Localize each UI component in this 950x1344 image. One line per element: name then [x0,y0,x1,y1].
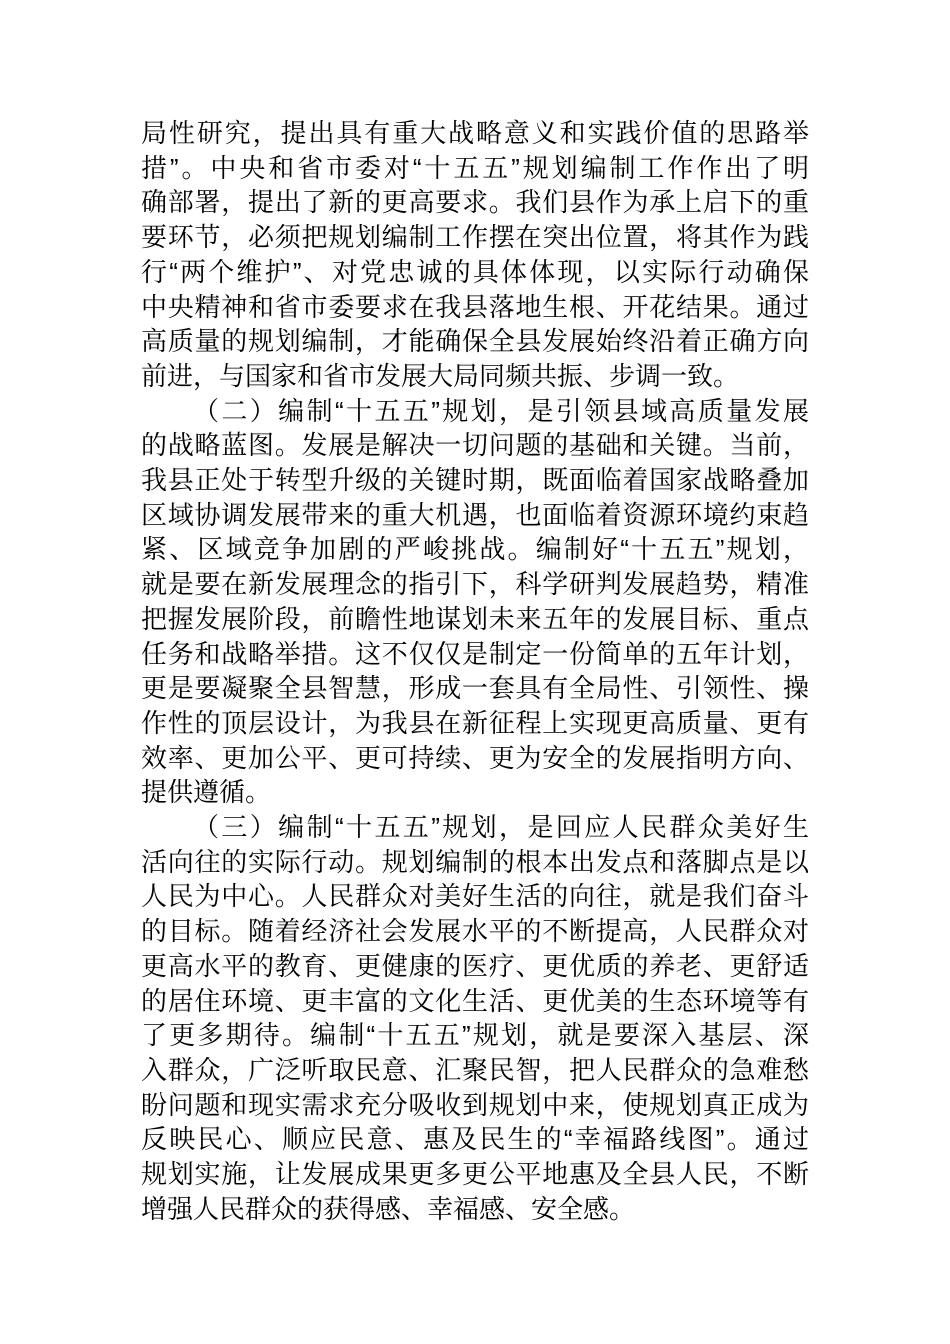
text-line: （二）编制“十五五”规划，是引领县域高质量发展 [193,395,809,426]
text-line: 行“两个维护”、对党忠诚的具体体现，以实际行动确保 [141,256,809,287]
text-line: 规划实施，让发展成果更多更公平地惠及全县人民，不断 [141,1159,809,1190]
text-line: 要环节，必须把规划编制工作摆在突出位置，将其作为践 [141,222,809,253]
text-line: 的居住环境、更丰富的文化生活、更优美的生态环境等有 [141,985,809,1016]
text-line: 的战略蓝图。发展是解决一切问题的基础和关键。当前， [141,430,809,461]
text-line: 入群众，广泛听取民意、汇聚民智，把人民群众的急难愁 [141,1054,809,1085]
text-line: 确部署，提出了新的更高要求。我们县作为承上启下的重 [141,187,809,218]
text-line: 任务和战略举措。这不仅仅是制定一份简单的五年计划， [141,638,809,669]
text-line: （三）编制“十五五”规划，是回应人民群众美好生 [193,812,809,843]
text-line: 前进，与国家和省市发展大局同频共振、步调一致。 [141,360,740,391]
paragraph [141,116,809,394]
text-line: 区域协调发展带来的重大机遇，也面临着资源环境约束趋 [141,499,809,530]
text-line: 把握发展阶段，前瞻性地谋划未来五年的发展目标、重点 [141,603,809,634]
text-line: 我县正处于转型升级的关键时期，既面临着国家战略叠加 [141,465,809,496]
text-line: 更高水平的教育、更健康的医疗、更优质的养老、更舒适 [141,950,809,981]
paragraph [141,810,809,1226]
text-line: 局性研究，提出具有重大战略意义和实践价值的思路举 [141,118,809,148]
text-line: 活向往的实际行动。规划编制的根本出发点和落脚点是以 [141,846,809,877]
text-line: 了更多期待。编制“十五五”规划，就是要深入基层、深 [141,1020,809,1051]
text-line: 措”。中央和省市委对“十五五”规划编制工作作出了明 [141,152,809,183]
text-line: 增强人民群众的获得感、幸福感、安全感。 [141,1193,636,1224]
text-block [141,116,809,1227]
text-line: 的目标。随着经济社会发展水平的不断提高，人民群众对 [141,916,809,947]
text-line: 中央精神和省市委要求在我县落地生根、开花结果。通过 [141,291,809,322]
text-line: 人民为中心。人民群众对美好生活的向往，就是我们奋斗 [141,881,809,912]
text-line: 高质量的规划编制，才能确保全县发展始终沿着正确方向 [141,326,809,357]
text-line: 盼问题和现实需求充分吸收到规划中来，使规划真正成为 [141,1089,809,1120]
text-line: 紧、区域竞争加剧的严峻挑战。编制好“十五五”规划， [141,534,809,565]
text-line: 作性的顶层设计，为我县在新征程上实现更高质量、更有 [141,707,809,738]
text-line: 效率、更加公平、更可持续、更为安全的发展指明方向、 [141,742,809,773]
text-line: 就是要在新发展理念的指引下，科学研判发展趋势，精准 [141,569,809,600]
text-line: 更是要凝聚全县智慧，形成一套具有全局性、引领性、操 [141,673,809,704]
text-line: 提供遵循。 [141,777,272,808]
text-line: 反映民心、顺应民意、惠及民生的“幸福路线图”。通过 [141,1124,809,1155]
paragraph [141,394,809,810]
